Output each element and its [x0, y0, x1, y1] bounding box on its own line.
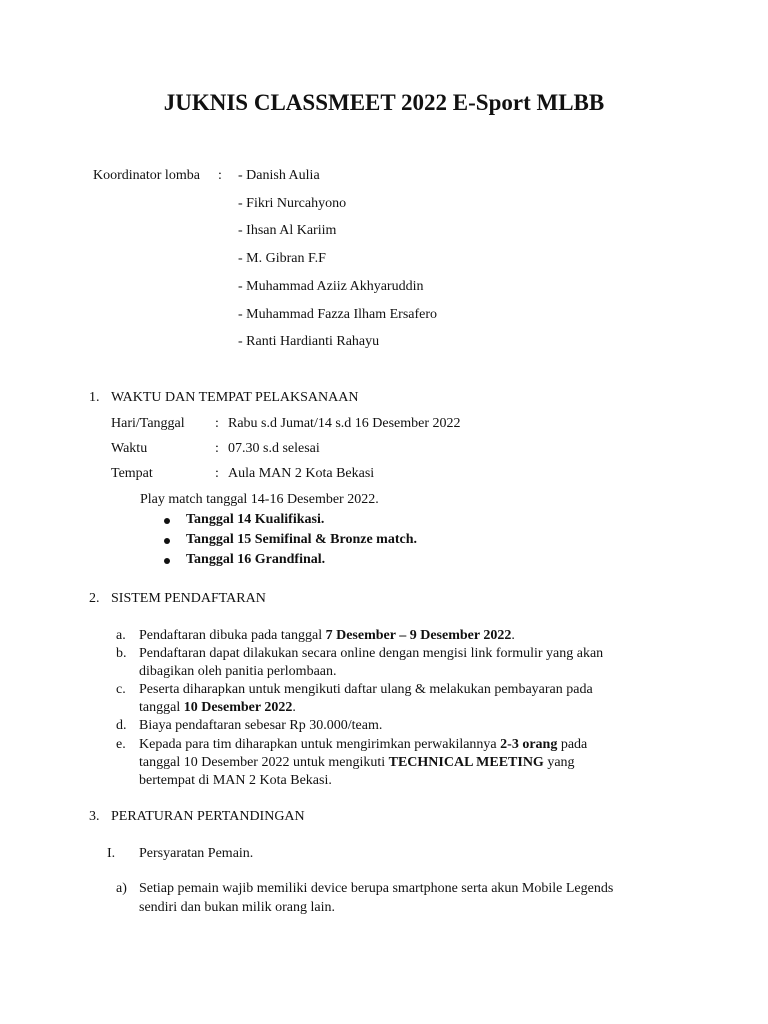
row-colon: : — [215, 466, 219, 481]
row-value: 07.30 s.d selesai — [228, 441, 320, 456]
rule-line: Setiap pemain wajib memiliki device berupa smartphone serta akun Mobile Legends — [139, 881, 614, 896]
text-part: Kepada para tim diharapkan untuk mengirimkan perwakilannya — [139, 737, 501, 752]
coordinator-name: - Muhammad Aziiz Akhyaruddin — [238, 279, 424, 294]
section-number: 3. — [89, 809, 100, 824]
row-label: Waktu — [111, 441, 148, 456]
item-mark: e. — [116, 737, 126, 752]
row-label: Hari/Tanggal — [111, 416, 185, 431]
bullet-icon — [164, 558, 170, 564]
row-value: Aula MAN 2 Kota Bekasi — [228, 466, 375, 481]
item-mark: d. — [116, 718, 127, 733]
text-part: tanggal 10 Desember 2022 untuk mengikuti — [139, 755, 389, 770]
row-colon: : — [215, 441, 219, 456]
item-e-line2 — [139, 755, 575, 771]
item-c-line: Peserta diharapkan untuk mengikuti daftar ulang & melakukan pembayaran pada — [139, 682, 593, 697]
section-number: 2. — [89, 591, 100, 606]
schedule-bullet: Tanggal 16 Grandfinal. — [186, 552, 326, 567]
text-bold: 7 Desember – 9 Desember 2022 — [325, 628, 512, 643]
text-part: pada — [557, 737, 588, 752]
text-bold: 10 Desember 2022 — [183, 700, 293, 715]
text-part: . — [511, 628, 515, 643]
row-label: Tempat — [111, 466, 153, 481]
rule-line: sendiri dan bukan milik orang lain. — [139, 900, 335, 915]
item-mark: a) — [116, 881, 127, 896]
text-bold: TECHNICAL MEETING — [388, 755, 544, 770]
coordinator-name: - Ranti Hardianti Rahayu — [238, 334, 380, 349]
item-mark: a. — [116, 628, 126, 643]
section-number: 1. — [89, 390, 100, 405]
item-mark: b. — [116, 646, 127, 661]
bullet-icon — [164, 538, 170, 544]
row-value: Rabu s.d Jumat/14 s.d 16 Desember 2022 — [228, 416, 461, 431]
item-b-line: dibagikan oleh panitia perlombaan. — [139, 664, 337, 679]
schedule-bullet: Tanggal 14 Kualifikasi. — [186, 512, 325, 527]
coordinator-name: - Muhammad Fazza Ilham Ersafero — [238, 307, 438, 322]
coordinator-label: Koordinator lomba — [93, 168, 200, 183]
sub-number: I. — [107, 846, 116, 861]
sub-heading: Persyaratan Pemain. — [139, 846, 254, 861]
schedule-bullet: Tanggal 15 Semifinal & Bronze match. — [186, 532, 418, 547]
coordinator-name: - Fikri Nurcahyono — [238, 196, 347, 211]
section-heading: SISTEM PENDAFTARAN — [111, 591, 266, 606]
document-title: JUKNIS CLASSMEET 2022 E-Sport MLBB — [163, 90, 605, 115]
coordinator-name: - M. Gibran F.F — [238, 251, 326, 266]
item-c-line2 — [139, 700, 296, 716]
coordinator-name: - Ihsan Al Kariim — [238, 223, 337, 238]
text-bold: 2-3 orang — [500, 737, 558, 752]
section-heading: WAKTU DAN TEMPAT PELAKSANAAN — [111, 390, 359, 405]
coordinator-name: - Danish Aulia — [238, 168, 320, 183]
item-b-line: Pendaftaran dapat dilakukan secara online dengan mengisi link formulir yang akan — [139, 646, 604, 661]
text-part: Pendaftaran dibuka pada tanggal — [139, 628, 326, 643]
text-part: . — [292, 700, 296, 715]
item-a-text — [139, 628, 515, 644]
row-colon: : — [215, 416, 219, 431]
text-part: tanggal — [139, 700, 184, 715]
item-mark: c. — [116, 682, 126, 697]
coordinator-colon: : — [218, 168, 222, 183]
bullet-icon — [164, 518, 170, 524]
item-d-text: Biaya pendaftaran sebesar Rp 30.000/team. — [139, 718, 383, 733]
schedule-note: Play match tanggal 14-16 Desember 2022. — [140, 492, 379, 507]
item-e-line1 — [139, 737, 587, 753]
item-e-line3: bertempat di MAN 2 Kota Bekasi. — [139, 773, 332, 788]
section-heading: PERATURAN PERTANDINGAN — [111, 809, 305, 824]
text-part: yang — [543, 755, 575, 770]
